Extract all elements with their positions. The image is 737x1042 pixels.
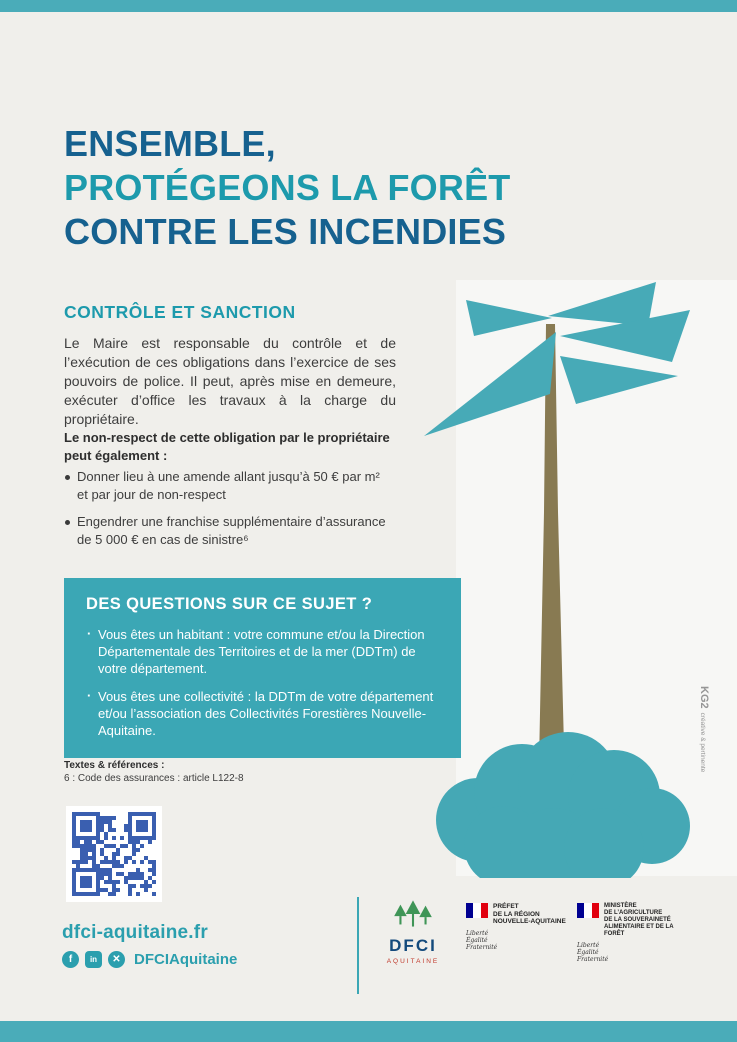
dfci-logo-region: AQUITAINE [386, 958, 440, 965]
agency-credit [698, 686, 710, 806]
title-line-1: ENSEMBLE, [64, 123, 276, 164]
qr-finder-icon [72, 812, 100, 840]
bullet-text: Donner lieu à une amende allant jusqu’à 50 € par m² et par jour de non-respect [77, 469, 380, 502]
title-line-2: PROTÉGEONS LA FORÊT [64, 167, 511, 208]
list-item [86, 626, 439, 677]
agency-tagline: créative & pertinente [699, 712, 706, 773]
website-url: dfci-aquitaine.fr [62, 922, 208, 943]
logo-text-line: NOUVELLE-AQUITAINE [493, 918, 566, 925]
bottom-accent-bar [0, 1021, 737, 1042]
social-row [62, 951, 237, 968]
dfci-logo-name: DFCI [389, 936, 437, 955]
pine-trees-icon [390, 899, 436, 929]
bullet-text: Vous êtes une collectivité : la DDTm de votre département et/ou l’association des Collectivités Forestières Nouvelle-Aquitaine. [98, 689, 434, 738]
title-line-3: CONTRE LES INCENDIES [64, 211, 507, 252]
logo-text-line: ALIMENTAIRE ET DE LA FORÊT [604, 924, 674, 937]
french-flag-icon [466, 903, 488, 918]
poster-title [64, 122, 511, 254]
top-accent-bar [0, 0, 737, 12]
sanction-bullet-list [64, 468, 394, 558]
section-bold-intro: Le non-respect de cette obligation par le propriétaire peut également : [64, 430, 390, 463]
ministere-agriculture-logo [577, 903, 687, 963]
footer-divider [357, 897, 359, 994]
list-item [64, 468, 394, 504]
references-block [64, 760, 244, 784]
logo-text-line: MINISTÈRE [604, 903, 637, 909]
bullet-text: Engendrer une franchise supplémentaire d’assurance de 5 000 € en cas de sinistre⁶ [77, 514, 386, 547]
logo-text-line: DE LA RÉGION [493, 910, 540, 918]
bullet-text: Vous êtes un habitant : votre commune et/ou la Direction Départementale des Territoires et de la mer (DDTm) de votre département. [98, 627, 425, 676]
logo-text-line: DE L’AGRICULTURE [604, 910, 663, 916]
section-heading: CONTRÔLE ET SANCTION [64, 302, 296, 322]
pine-tree-illustration [408, 272, 733, 878]
references-heading: Textes & références : [64, 760, 165, 771]
qr-finder-icon [128, 812, 156, 840]
facebook-icon: f [62, 951, 79, 968]
logo-motto: Liberté Égalité Fraternité [577, 942, 609, 963]
qr-finder-icon [72, 868, 100, 896]
qr-code [66, 806, 162, 902]
prefet-region-logo [466, 903, 566, 951]
references-line: 6 : Code des assurances : article L122-8 [64, 773, 244, 784]
logo-text-line: PRÉFET [493, 903, 519, 910]
logo-motto: Liberté Égalité Fraternité [466, 929, 498, 951]
list-item [64, 513, 394, 549]
logo-text-line: DE LA SOUVERAINETÉ [604, 917, 671, 923]
questions-box-heading: DES QUESTIONS SUR CE SUJET ? [86, 595, 373, 613]
dfci-aquitaine-logo [379, 899, 447, 965]
social-handle: DFCIAquitaine [134, 951, 238, 968]
list-item [86, 688, 439, 739]
x-icon: ✕ [108, 951, 125, 968]
french-flag-icon [577, 903, 599, 918]
linkedin-icon: in [85, 951, 102, 968]
questions-box [64, 578, 461, 758]
section-paragraph: Le Maire est responsable du contrôle et de l’exécution de ces obligations dans l’exercice de ses pouvoirs de police. Il peut, après mise en demeure, exécuter d’office les travaux à la charge du propriétaire. [64, 335, 396, 427]
agency-name: KG2 [698, 686, 710, 709]
